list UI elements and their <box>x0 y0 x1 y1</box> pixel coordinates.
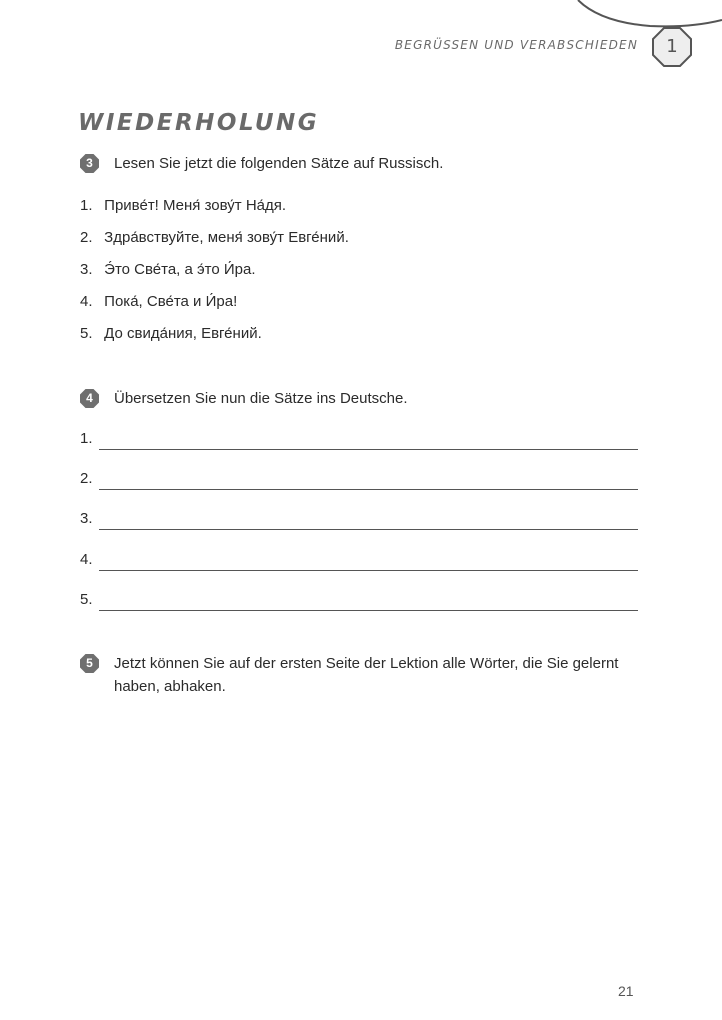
task-number: 4 <box>86 391 93 405</box>
task-number-badge <box>80 389 99 408</box>
answer-line[interactable] <box>80 510 638 530</box>
task-number: 5 <box>86 656 93 670</box>
sentence-text: Пока́, Све́та и И́ра! <box>104 293 238 310</box>
header-decoration-curve <box>0 0 722 40</box>
russian-sentence <box>80 197 286 214</box>
sentence-text: Приве́т! Меня́ зову́т На́дя. <box>104 197 287 214</box>
task-4 <box>80 387 640 410</box>
task-instruction: Lesen Sie jetzt die folgenden Sätze auf Russisch. <box>114 155 444 172</box>
sentence-number: 5. <box>80 325 93 342</box>
task-number-badge <box>80 154 99 173</box>
task-instruction: Jetzt können Sie auf der ersten Seite der Lektion alle Wörter, die Sie gelernt haben, abhaken. <box>114 655 619 695</box>
answer-number: 3. <box>80 510 93 527</box>
russian-sentence <box>80 325 262 342</box>
chapter-badge <box>652 27 692 67</box>
russian-sentence <box>80 261 256 278</box>
sentence-number: 4. <box>80 293 93 310</box>
sentence-number: 3. <box>80 261 93 278</box>
page-number: 21 <box>618 983 634 999</box>
russian-sentence <box>80 293 237 310</box>
sentence-number: 2. <box>80 229 93 246</box>
answer-underline[interactable] <box>99 489 638 490</box>
sentence-text: Э́то Све́та, а э́то И́ра. <box>104 261 256 278</box>
russian-sentence <box>80 229 349 246</box>
answer-number: 2. <box>80 470 93 487</box>
answer-line[interactable] <box>80 591 638 611</box>
answer-number: 4. <box>80 551 93 568</box>
sentence-number: 1. <box>80 197 93 214</box>
answer-line[interactable] <box>80 551 638 571</box>
answer-line[interactable] <box>80 470 638 490</box>
sentence-text: До свида́ния, Евге́ний. <box>104 325 262 342</box>
task-3 <box>80 152 640 175</box>
answer-underline[interactable] <box>99 570 638 571</box>
sentence-text: Здра́вствуйте, меня́ зову́т Евге́ний. <box>104 229 349 246</box>
chapter-number: 1 <box>666 36 678 57</box>
answer-number: 5. <box>80 591 93 608</box>
answer-number: 1. <box>80 430 93 447</box>
task-number-badge <box>80 654 99 673</box>
task-5 <box>80 652 636 698</box>
answer-underline[interactable] <box>99 449 638 450</box>
task-number: 3 <box>86 156 93 170</box>
answer-line[interactable] <box>80 430 638 450</box>
chapter-title: BEGRÜSSEN UND VERABSCHIEDEN <box>394 38 638 52</box>
answer-underline[interactable] <box>99 610 638 611</box>
task-instruction: Übersetzen Sie nun die Sätze ins Deutsche. <box>114 390 408 407</box>
answer-underline[interactable] <box>99 529 638 530</box>
section-heading: WIEDERHOLUNG <box>78 110 320 136</box>
